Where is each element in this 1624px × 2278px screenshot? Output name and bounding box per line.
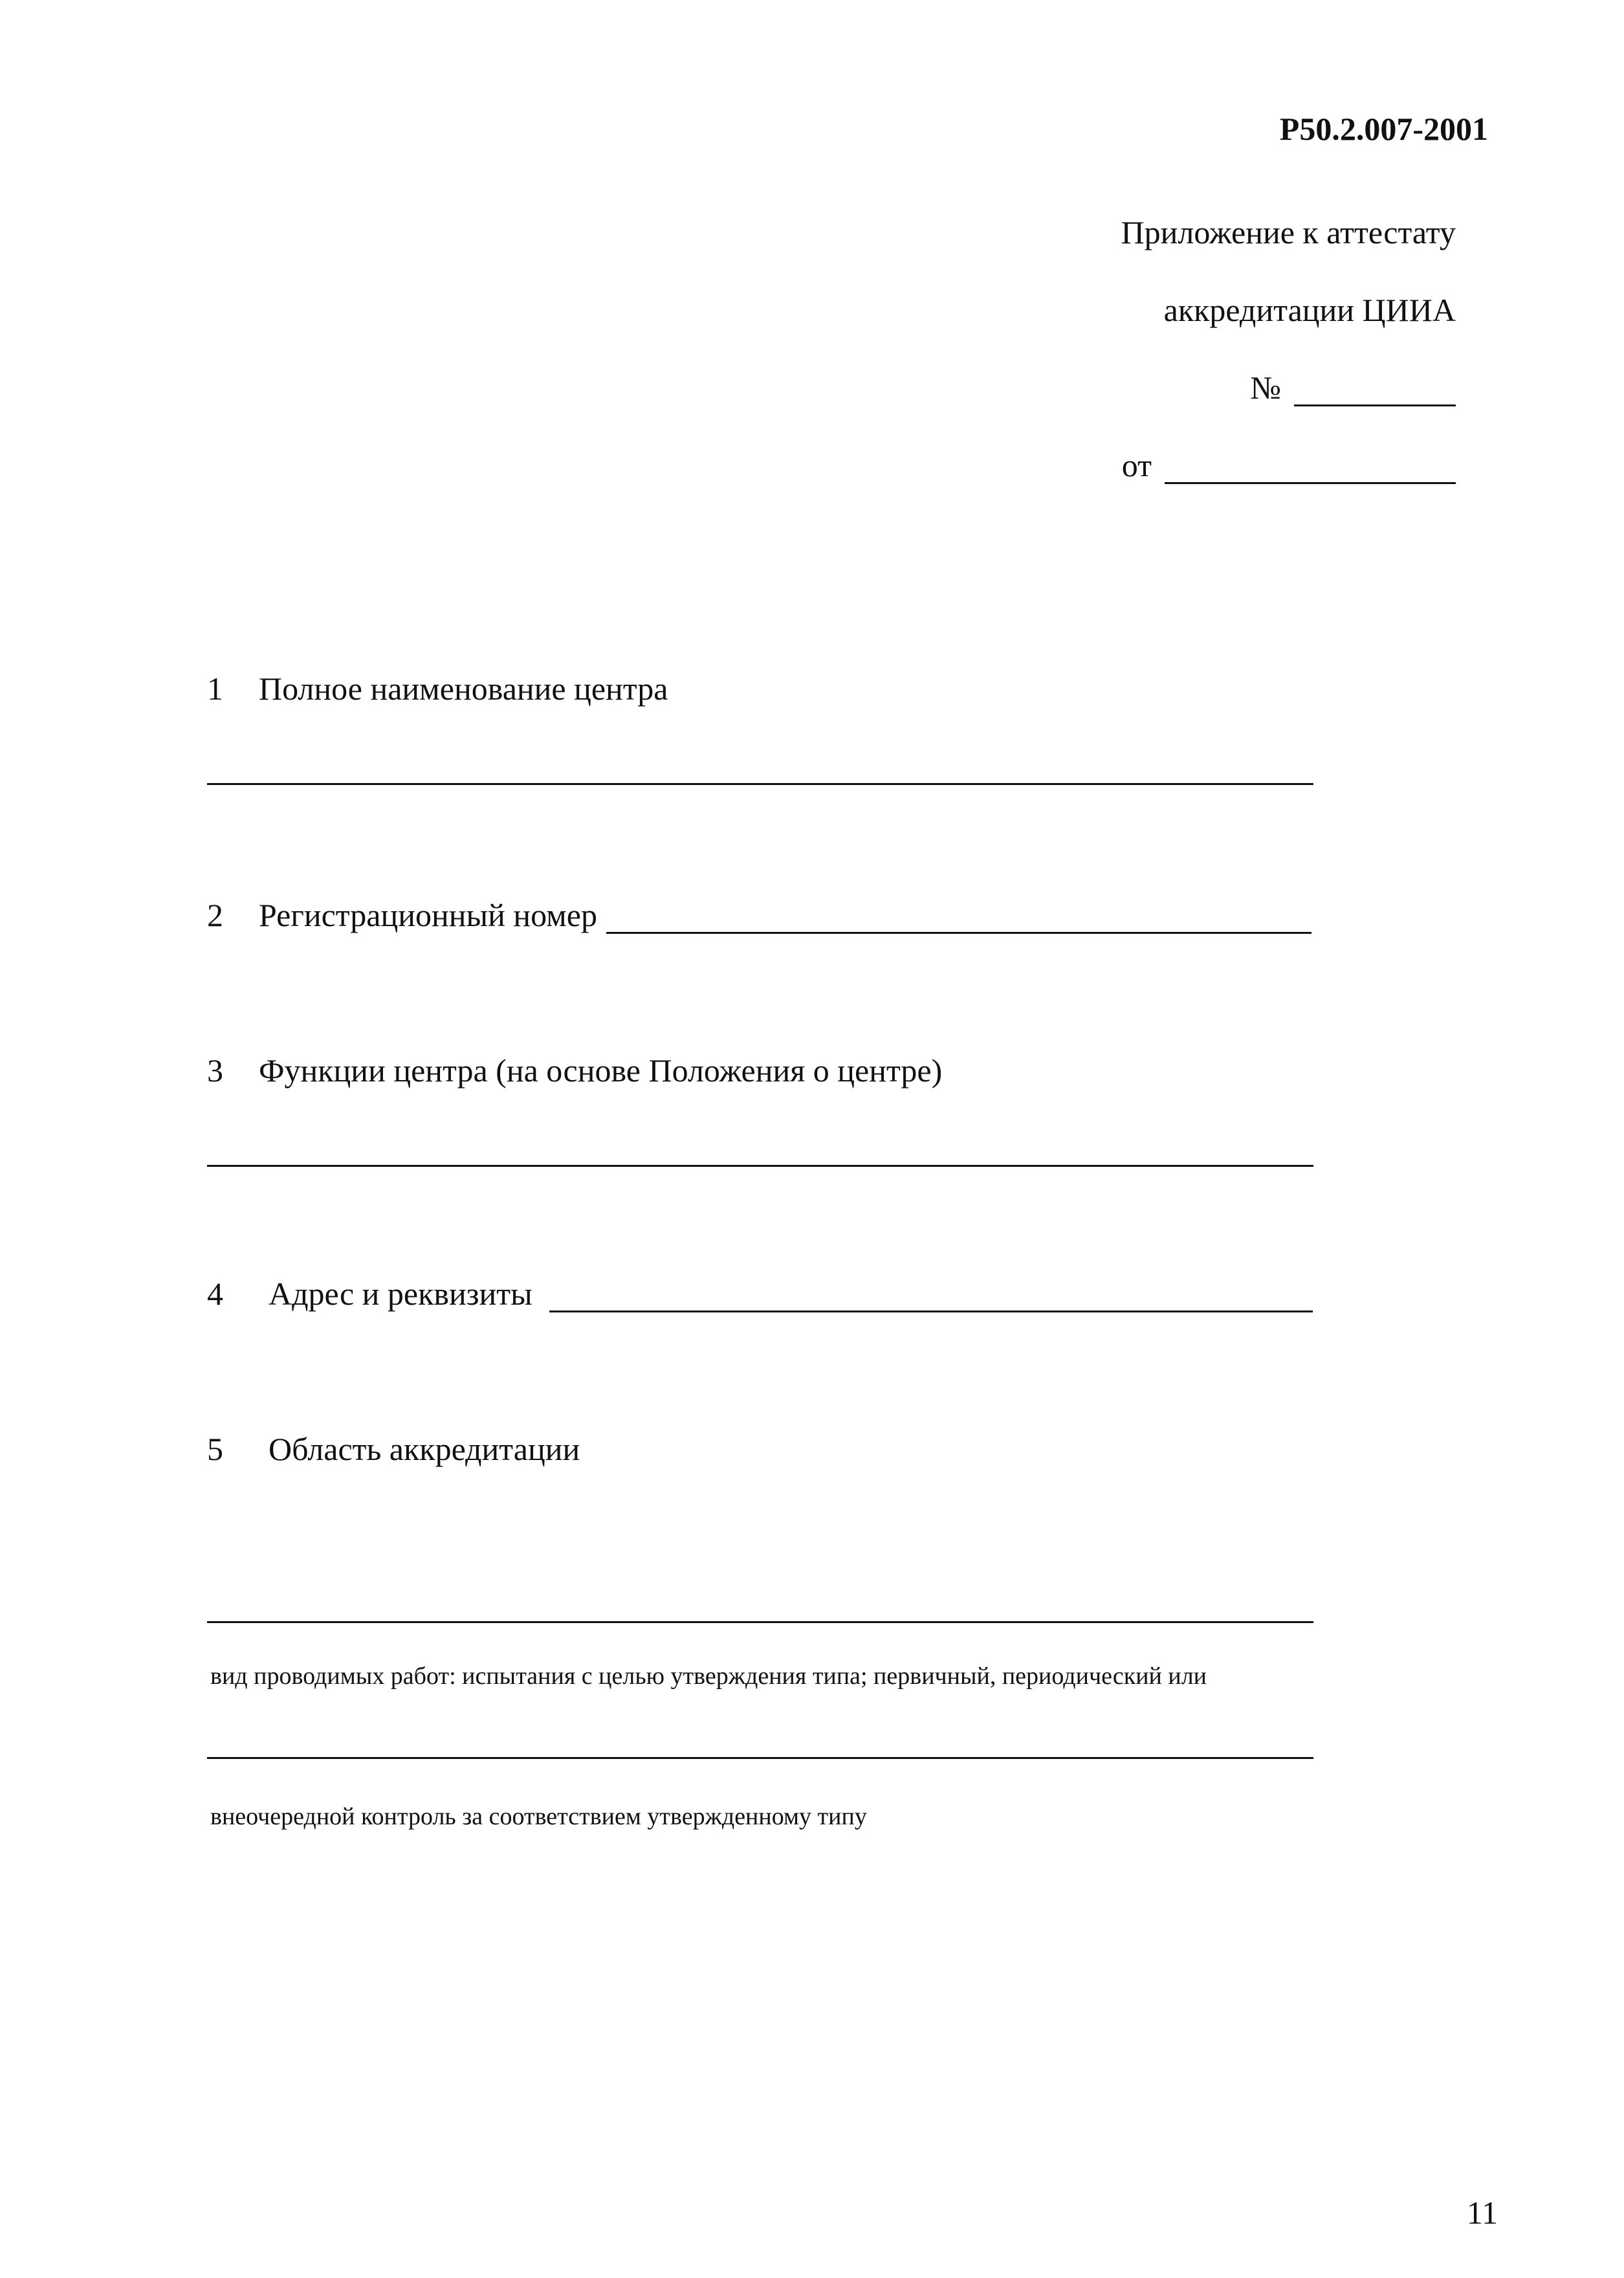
accreditation-note-line2: внеочередной контроль за соответствием утвержденному типу [210,1803,867,1830]
item-label: Полное наименование центра [259,670,668,707]
item-registration-number [207,896,1311,934]
annex-title-line1: Приложение к аттестату [1121,214,1456,250]
item-number: 4 [207,1276,223,1312]
accreditation-scope-blank-line-2 [207,1757,1313,1759]
accreditation-scope-blank-line-1 [207,1621,1313,1623]
item-label: Функции центра (на основе Положения о центре) [259,1052,943,1089]
item-label: Адрес и реквизиты [269,1276,532,1312]
certificate-date-blank [1165,456,1456,484]
item-number: 5 [207,1431,223,1467]
center-functions-blank-line [207,1165,1313,1167]
accreditation-note-line1: вид проводимых работ: испытания с целью утверждения типа; первичный, периодический или [210,1663,1207,1690]
item-number: 2 [207,897,223,933]
page-number: 11 [1466,2195,1498,2231]
item-center-functions [207,1052,942,1089]
item-label: Регистрационный номер [259,897,597,933]
address-blank [549,1285,1313,1312]
item-number: 1 [207,670,223,707]
item-number: 3 [207,1052,223,1089]
annex-title-line2: аккредитации ЦИИА [1163,292,1456,328]
item-full-name [207,670,668,707]
item-label: Область аккредитации [269,1431,580,1467]
certificate-date-row [1122,447,1456,484]
item-accreditation-scope [207,1430,580,1468]
item-address-details [207,1275,1313,1312]
full-name-blank-line [207,783,1313,785]
certificate-number-label: № [1250,370,1281,406]
certificate-number-row [1250,369,1456,406]
registration-number-blank [606,906,1311,934]
document-code: Р50.2.007-2001 [1279,111,1488,147]
certificate-date-label: от [1121,447,1152,483]
certificate-number-blank [1294,379,1456,406]
